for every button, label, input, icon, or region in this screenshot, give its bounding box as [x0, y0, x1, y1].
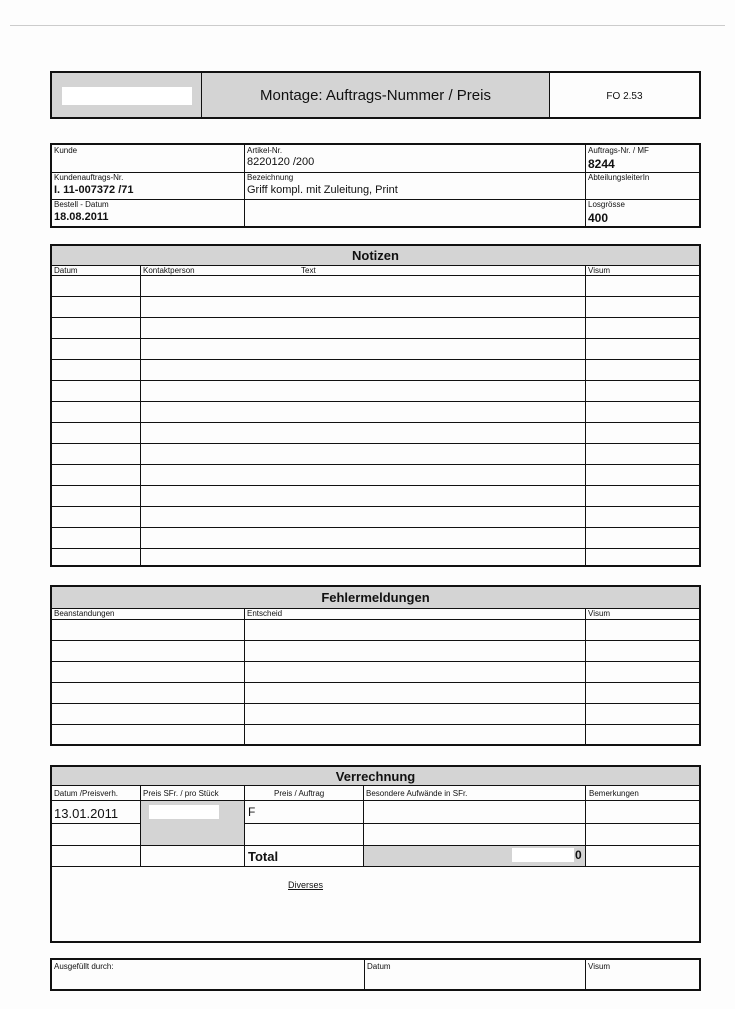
fehler-row-line: [52, 640, 699, 641]
redacted-price: [149, 805, 219, 819]
order-info: [50, 143, 701, 228]
bezeichnung-label: Bezeichnung: [247, 173, 294, 182]
notizen-row-line: [52, 422, 699, 423]
kundenauftrag-value: I. 11-007372 /71: [54, 184, 134, 196]
diverses-label: Diverses: [288, 880, 324, 890]
notizen-row-line: [52, 485, 699, 486]
verrechnung-title: Verrechnung: [335, 769, 416, 784]
col-preis-auftrag: Preis / Auftrag: [274, 789, 325, 798]
notizen-row-line: [52, 527, 699, 528]
col-datum: Datum: [54, 266, 78, 275]
verrechnung-section: [50, 765, 701, 943]
scan-edge: [10, 25, 725, 26]
notizen-row-line: [52, 506, 699, 507]
col-aufwaende: Besondere Aufwände in SFr.: [366, 789, 468, 798]
col-bemerkungen: Bemerkungen: [589, 789, 639, 798]
notizen-row-line: [52, 359, 699, 360]
col-beanstandungen: Beanstandungen: [54, 609, 115, 618]
ausgefuellt-label: Ausgefüllt durch:: [54, 962, 114, 971]
total-label: Total: [248, 849, 279, 864]
bestell-value: 18.08.2011: [54, 211, 109, 223]
notizen-row-line: [52, 317, 699, 318]
notizen-title: Notizen: [352, 248, 399, 263]
total-suffix: 0: [575, 848, 582, 862]
artikel-label: Artikel-Nr.: [247, 146, 283, 155]
redacted-logo: [62, 87, 192, 105]
redacted-total: [512, 848, 574, 862]
form-code: FO 2.53: [606, 91, 643, 102]
footer-signoff: [50, 958, 701, 991]
page-title: Montage: Auftrags-Nummer / Preis: [260, 87, 491, 104]
footer-visum-label: Visum: [588, 962, 611, 971]
bezeichnung-value: Griff kompl. mit Zuleitung, Print: [247, 184, 398, 196]
col-entscheid: Entscheid: [247, 609, 283, 618]
col-datum-preisverh: Datum /Preisverh.: [54, 789, 119, 798]
verrechnung-title-bar: [52, 767, 699, 785]
fehler-row-line: [52, 619, 699, 620]
preis-auftrag-prefix: F: [248, 805, 256, 819]
notizen-row-line: [52, 296, 699, 297]
notizen-section: [50, 244, 701, 567]
kundenauftrag-label: Kundenauftrags-Nr.: [54, 173, 124, 182]
notizen-row-line: [52, 464, 699, 465]
notizen-row-line: [52, 275, 699, 276]
col-preis-stueck: Preis SFr. / pro Stück: [143, 789, 219, 798]
header-title-cell: [202, 73, 549, 117]
bestell-label: Bestell - Datum: [54, 200, 109, 209]
fehler-title-bar: [52, 587, 699, 608]
notizen-title-bar: [52, 246, 699, 265]
notizen-row-line: [52, 338, 699, 339]
fehler-title: Fehlermeldungen: [321, 590, 430, 605]
col-visum: Visum: [588, 609, 611, 618]
fehler-row-line: [52, 661, 699, 662]
footer-datum-label: Datum: [367, 962, 391, 971]
col-text: Text: [301, 266, 316, 275]
col-visum: Visum: [588, 266, 611, 275]
losgroesse-label: Losgrösse: [588, 200, 625, 209]
kunde-label: Kunde: [54, 146, 78, 155]
artikel-value: 8220120 /200: [247, 156, 315, 168]
col-kontaktperson: Kontaktperson: [143, 266, 195, 275]
fehler-row-line: [52, 703, 699, 704]
notizen-row-line: [52, 443, 699, 444]
fehler-row-line: [52, 724, 699, 725]
auftrag-value: 8244: [588, 157, 615, 171]
fehler-section: [50, 585, 701, 746]
notizen-row-line: [52, 401, 699, 402]
notizen-row-line: [52, 380, 699, 381]
fehler-row-line: [52, 682, 699, 683]
header-logo-cell: [52, 73, 201, 117]
verrechnung-date: 13.01.2011: [54, 806, 119, 821]
losgroesse-value: 400: [588, 211, 609, 225]
auftrag-label: Auftrags-Nr. / MF: [588, 146, 649, 155]
notizen-row-line: [52, 548, 699, 549]
abteilungsleiter-label: AbteilungsleiterIn: [588, 173, 650, 182]
form-header: [50, 71, 701, 119]
